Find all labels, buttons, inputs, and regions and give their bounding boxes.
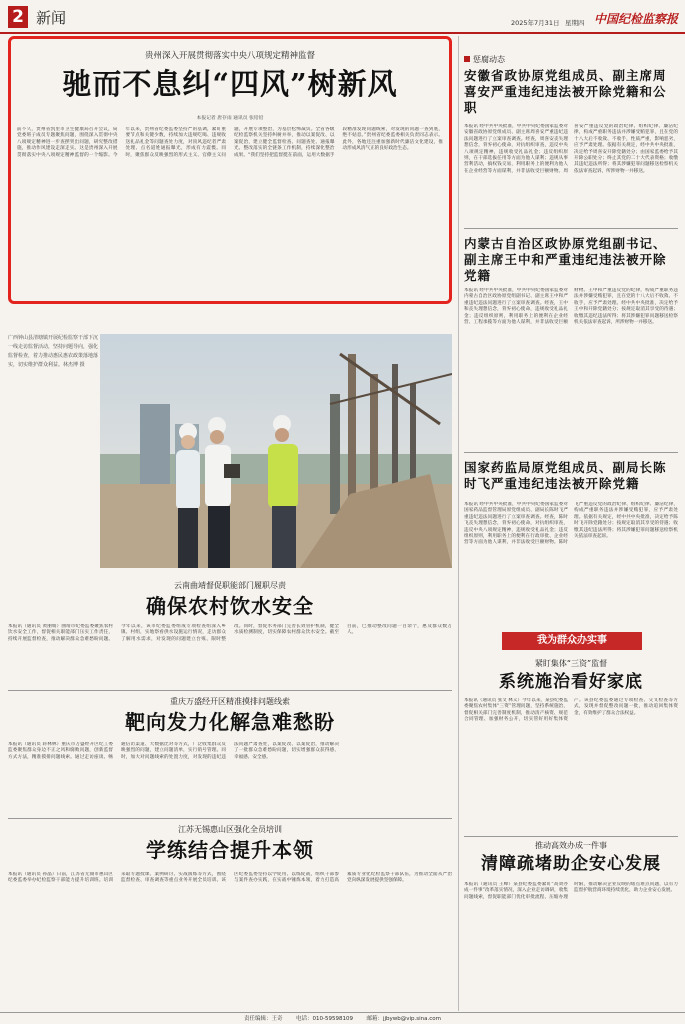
- chongqing-body: 本报讯（通讯员 蒋林林）重庆市万盛经开区纪工委监委聚焦群众身边不正之风和腐败问题，创新监督方式方法，精准摸排问题线索。通过走访座谈、畅通信访渠道、大数据比对等方式，广泛收集群众反映强烈的问题，建立问题清单，实行销号管理。同时，加大对问题线索的处置力度，对发现的违纪违法问题严肃查处，以案促改、以案促治，推动解决了一批群众急难愁盼问题，切实增强群众获得感、幸福感、安全感。: [8, 742, 339, 760]
- photo-caption: 广西钟山县清塘镇开展纪检监察干部下沉一线走访监督活动，坚持问题导向，强化监督检查，着力推动惠民惠农政策落地落实，切实维护群众利益。林杰博 摄: [8, 335, 98, 368]
- jiangsu-body: 本报讯（通讯员 孙晶）日前，江苏省无锡市惠山区纪委监委举办纪检监察干部能力提升培训班。培训采取专题授课、案例研讨、实战演练等方式，围绕监督检查、审查调查等重点业务开展全员培训。该区纪委监委坚持以学促用、以练促战，组织干部参与案件查办实践，在实战中锤炼本领，着力打造高素质专业化纪检监察干部队伍，为推动全面从严治党向纵深发展提供坚强保障。: [8, 872, 452, 884]
- lead-headline: 驰而不息纠“四风”树新风: [62, 67, 398, 101]
- jiangsu-story: [8, 822, 452, 1010]
- yunnan-headline: 确保农村饮水安全: [146, 594, 314, 618]
- column-label: 我为群众办实事: [537, 635, 607, 646]
- column-story1-headline: 系统施治看好家底: [499, 672, 643, 692]
- footer-editor: 责任编辑：王奇: [243, 1016, 283, 1022]
- yaojian-headline: 国家药监局原党组成员、副局长陈时飞严重违纪违法被开除党籍: [464, 460, 667, 491]
- issue-weekday: 星期四: [565, 19, 585, 27]
- lead-body: 前不久，贵州省凯里市卫生健康局召开会议，局党委班子成员专题聚焦问题，围绕深入贯彻中央八项规定精神进一步查摆突出问题，研究整改措施，推动作风建设走深走实。这是贵州深入开展贯彻落实中央八项规定精神监督的一个缩影。今年以来，贵州省纪委监委坚持严的基调，紧盯重要节点和关键少数，持续加大违规吃喝、违规收送礼品礼金等问题查处力度，对顶风违纪者严肃处理、点名道姓通报曝光，形成有力震慑。同时，聚焦群众反映强烈的形式主义、官僚主义问题，开展专项整治，为基层松绑减负。全省各级纪检监察机关坚持纠树并举，推动以案促改、以案促治，建立健全监督检查、问题查处、通报曝光、整改落实的全链条工作机制，持续深化整治成果。“我们坚持把监督挺在前面，运用大数据手段精准发现问题线索，对发现的问题一查到底，绝不姑息。”贵州省纪委监委相关负责同志表示。此外，各地还注重加强新时代廉洁文化建设，推动形成风清气正的良好政治生态。: [17, 127, 443, 158]
- photo-illustration: [100, 334, 452, 568]
- anhui-headline: 安徽省政协原党组成员、副主席周喜安严重违纪违法被开除党籍和公职: [464, 68, 667, 115]
- lead-byline: 本报记者 唐存雨 通讯员 张铅铅: [196, 116, 264, 121]
- chongqing-story: [8, 694, 452, 814]
- section-name: 新闻: [36, 9, 67, 27]
- photo-caption-block: [8, 334, 98, 574]
- anhui-story: [464, 54, 678, 224]
- yaojian-body: 本报讯 经中共中央批准，中共中央纪委国家监委对国家药品监督管理局原党组成员、副局长陈时飞严重违纪违法问题进行了立案审查调查。经查，陈时飞丧失理想信念，背弃初心使命，对抗组织审查，违反中央八项规定精神，违规收受礼品礼金；违反组织原则，利用职务上的便利在行政审批、企业经营等方面为他人谋利，并非法收受巨额财物。陈时飞严重违反党的政治纪律、组织纪律、廉洁纪律，构成严重职务违法并涉嫌受贿犯罪，应予严肃处理。依据有关规定，经中共中央批准，决定给予陈时飞开除党籍处分；按规定取消其享受的待遇；收缴其违纪违法所得；将其涉嫌犯罪问题移送检察机关依法审查起诉。: [464, 502, 678, 546]
- yaojian-story: [464, 456, 678, 626]
- paper-name: 中国纪检监察报: [594, 12, 679, 26]
- neimenggu-headline: 内蒙古自治区政协原党组副书记、副主席王中和严重违纪违法被开除党籍: [464, 236, 667, 283]
- section-label: [464, 54, 505, 65]
- masthead-rule: [0, 32, 685, 34]
- divider: [464, 452, 678, 453]
- yunnan-kicker: 云南曲靖督促职能部门履职尽责: [174, 581, 286, 590]
- issue-date: 2025年7月31日: [511, 19, 560, 27]
- footer: [0, 1014, 685, 1024]
- section-label-marker: [464, 56, 470, 62]
- chongqing-headline: 靶向发力化解急难愁盼: [125, 710, 335, 734]
- column-story2-kicker: 推动高效办成一件事: [535, 841, 607, 850]
- footer-rule: [0, 1012, 685, 1013]
- column-story1-kicker: 紧盯集体“三资”监督: [534, 659, 608, 668]
- divider: [464, 228, 678, 229]
- divider: [8, 818, 452, 819]
- jiangsu-kicker: 江苏无锡惠山区强化全员培训: [178, 825, 282, 834]
- lead-story: [8, 36, 452, 304]
- yunnan-story: [8, 580, 452, 680]
- divider: [464, 836, 678, 837]
- jiangsu-headline: 学练结合提升本领: [146, 838, 314, 862]
- masthead: [0, 0, 685, 40]
- column-banner: [502, 632, 642, 650]
- neimenggu-body: 本报讯 经中共中央批准，中共中央纪委国家监委对内蒙古自治区政协原党组副书记、副主席王中和严重违纪违法问题进行了立案审查调查。经查，王中和丧失理想信念，背弃初心使命，违规收受礼品礼金；违反组织原则，利用职务上的便利在企业经营、工程承揽等方面为他人谋利，并非法收受巨额财物。王中和严重违反党的纪律，构成严重职务违法并涉嫌受贿犯罪，且在党的十八大后不收敛、不收手，应予严肃处理。经中共中央批准，决定给予王中和开除党籍处分；按规定取消其享受的待遇；收缴其违纪违法所得；将其涉嫌犯罪问题移送检察机关依法审查起诉，所涉财物一并移送。: [464, 288, 678, 326]
- anhui-body: 本报讯 经中共中央批准，中共中央纪委国家监委对安徽省政协原党组成员、副主席周喜安严重违纪违法问题进行了立案审查调查。经查，周喜安丧失理想信念，背弃初心使命，对抗组织审查，违反中央八项规定精神，违规收受礼品礼金；违反组织原则，在干部选拔任用等方面为他人谋利；违规从事营利活动，搞权钱交易，利用职务上的便利为他人在企业经营等方面谋利，并非法收受巨额财物。周喜安严重违反党的政治纪律、组织纪律、廉洁纪律，构成严重职务违法并涉嫌受贿犯罪，且在党的十八大后不收敛、不收手，性质严重，影响恶劣，应予严肃处理。依据有关规定，经中共中央批准，决定给予周喜安开除党籍处分；由国家监委给予其开除公职处分；终止其党的二十大代表资格；收缴其违纪违法所得；将其涉嫌犯罪问题移送检察机关依法审查起诉，所涉财物一并移送。: [464, 124, 678, 174]
- page-number: 2: [8, 6, 28, 28]
- news-photo: [100, 334, 452, 568]
- column-story1-body: 本报讯（通讯员 张文 林义）今年以来，某县纪委监委聚焦农村集体“三资”管理问题，坚持系统施治，督促相关部门完善制度机制，推动清产核资、规范合同管理、加强财务公开，切实管好用好集体资产。该县纪委监委通过专项检查、交叉检查等方式，发现并督促整改问题一批，推动追回集体资金，有效维护了群众合法权益。: [464, 698, 678, 723]
- column-separator: [458, 36, 459, 1011]
- column-story2-headline: 清障疏堵助企安心发展: [481, 854, 661, 874]
- lead-kicker: 贵州深入开展贯彻落实中央八项规定精神监督: [144, 51, 315, 61]
- column-story-2: [464, 840, 678, 1012]
- divider: [8, 690, 452, 691]
- section-label-text: 惩腐动态: [473, 55, 505, 64]
- neimenggu-story: [464, 232, 678, 450]
- column-story2-body: 本报讯（通讯员 王峰）某县纪委监委紧盯“高效办成一件事”改革落实情况，深入企业走访调研，收集问题线索，督促职能部门优化审批流程、压缩办理时限，推动解决企业反映的堵点难点问题，以有力监督护航营商环境持续优化，助力企业安心发展。: [464, 882, 678, 900]
- column-story-1: [464, 656, 678, 836]
- footer-email: 邮箱：jjbywb@vip.sina.com: [366, 1016, 442, 1022]
- yunnan-body: 本报讯（通讯员 黄丽娟）曲靖市纪委监委聚焦农村饮水安全工作，督促相关职能部门压实工作责任，持续开展监督检查，推动解决群众急难愁盼问题。今年以来，该市纪委监委组成专项检查组深入乡镇、村组，实地察看供水设施运行情况，走访群众了解用水需求，对发现的问题建立台账、限时整改。同时，督促水务部门完善长效管护机制，健全水质检测制度，切实保障农村群众饮水安全。截至目前，已推动整改问题一百余个，惠及群众数万人。: [8, 624, 452, 642]
- footer-phone: 电话：010-59598109: [295, 1016, 353, 1022]
- chongqing-kicker: 重庆万盛经开区精准摸排问题线索: [170, 697, 290, 706]
